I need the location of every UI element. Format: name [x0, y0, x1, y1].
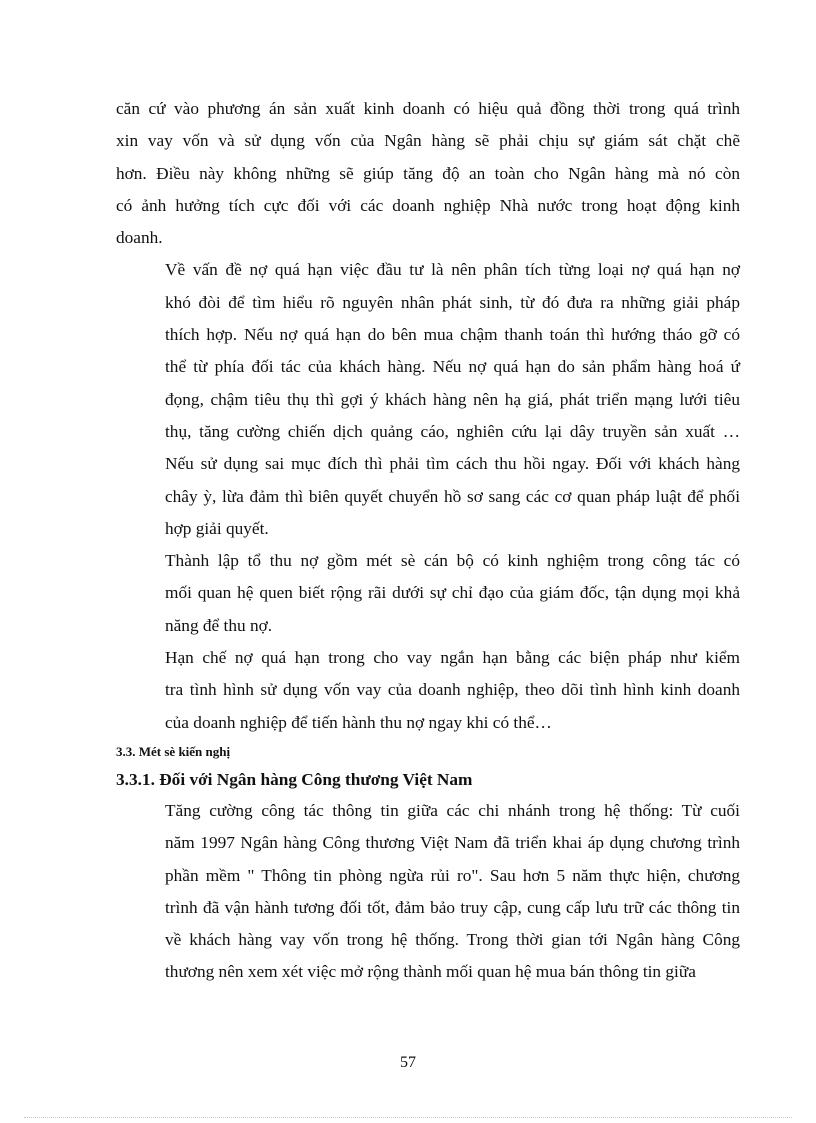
text-line: phần mềm " Thông tin phòng ngừa rủi ro". Sau hơn 5 năm thực hiện, chương	[165, 865, 740, 885]
text-line: xin vay vốn và sử dụng vốn của Ngân hàng sẽ phải chịu sự giám sát chặt chẽ	[116, 131, 740, 151]
text-line: khó đòi để tìm hiểu rõ nguyên nhân phát sinh, từ đó đưa ra những giải pháp	[165, 292, 740, 312]
paragraph-5	[116, 795, 740, 989]
text-line: mối quan hệ quen biết rộng rãi dưới sự chỉ đạo của giám đốc, tận dụng mọi khả	[165, 583, 740, 603]
paragraph-3	[116, 545, 740, 642]
text-line: năm 1997 Ngân hàng Công thương Việt Nam đã triển khai áp dụng chương trình	[165, 833, 740, 853]
text-line: Thành lập tổ thu nợ gồm mét sè cán bộ có kinh nghiệm trong công tác có	[165, 551, 740, 571]
text-line: Về vấn đề nợ quá hạn việc đầu tư là nên phân tích từng loại nợ quá hạn nợ	[165, 260, 740, 280]
page-number: 57	[400, 1054, 416, 1071]
text-line: hơn. Điều này không những sẽ giúp tăng độ an toàn cho Ngân hàng mà nó còn	[116, 163, 740, 183]
paragraph-4	[116, 642, 740, 739]
paragraph-2	[116, 254, 740, 545]
text-line: thương nên xem xét việc mở rộng thành mối quan hệ mua bán thông tin giữa	[165, 962, 696, 982]
page-body	[116, 93, 740, 989]
paragraph-1	[116, 93, 740, 254]
text-line: hợp giải quyết.	[165, 518, 269, 538]
page-bottom-divider	[24, 1117, 792, 1118]
text-line: căn cứ vào phương án sản xuất kinh doanh có hiệu quả đồng thời trong quá trình	[116, 99, 740, 118]
text-line: thích hợp. Nếu nợ quá hạn do bên mua chậm thanh toán thì hướng tháo gỡ có	[165, 325, 740, 345]
text-line: Hạn chế nợ quá hạn trong cho vay ngắn hạn bằng các biện pháp như kiểm	[165, 648, 740, 668]
text-line: tra tình hình sử dụng vốn vay của doanh nghiệp, theo dõi tình hình kinh doanh	[165, 680, 740, 700]
text-line: doanh.	[116, 228, 163, 248]
text-line: thể từ phía đối tác của khách hàng. Nếu nợ quá hạn do sản phẩm hàng hoá ứ	[165, 357, 740, 377]
text-line: trình đã vận hành tương đối tốt, đảm bảo truy cập, cung cấp lưu trữ các thông tin	[165, 897, 740, 917]
text-line: chây ỳ, lừa đảm thì biên quyết chuyển hồ sơ sang các cơ quan pháp luật để phối	[165, 486, 740, 506]
text-line: của doanh nghiệp để tiến hành thu nợ ngay khi có thể…	[165, 712, 552, 732]
text-line: năng để thu nợ.	[165, 615, 273, 635]
text-line: về khách hàng vay vốn trong hệ thống. Trong thời gian tới Ngân hàng Công	[165, 930, 740, 950]
text-line: Tăng cường công tác thông tin giữa các chi nhánh trong hệ thống: Từ cuối	[165, 800, 740, 820]
text-line: thụ, tăng cường chiến dịch quảng cáo, nghiên cứu lại dây truyền sản xuất …	[165, 421, 740, 441]
section-heading: 3.3. Mét sè kiến nghị	[116, 743, 231, 759]
subsection-heading: 3.3.1. Đối với Ngân hàng Công thương Việt Nam	[116, 769, 473, 789]
text-line: đọng, chậm tiêu thụ thì gợi ý khách hàng nên hạ giá, phát triển mạng lưới tiêu	[165, 389, 740, 409]
text-line: Nếu sử dụng sai mục đích thì phải tìm cách thu hồi ngay. Đối với khách hàng	[165, 454, 740, 474]
text-line: có ảnh hưởng tích cực đối với các doanh nghiệp Nhà nước trong hoạt động kinh	[116, 195, 740, 215]
